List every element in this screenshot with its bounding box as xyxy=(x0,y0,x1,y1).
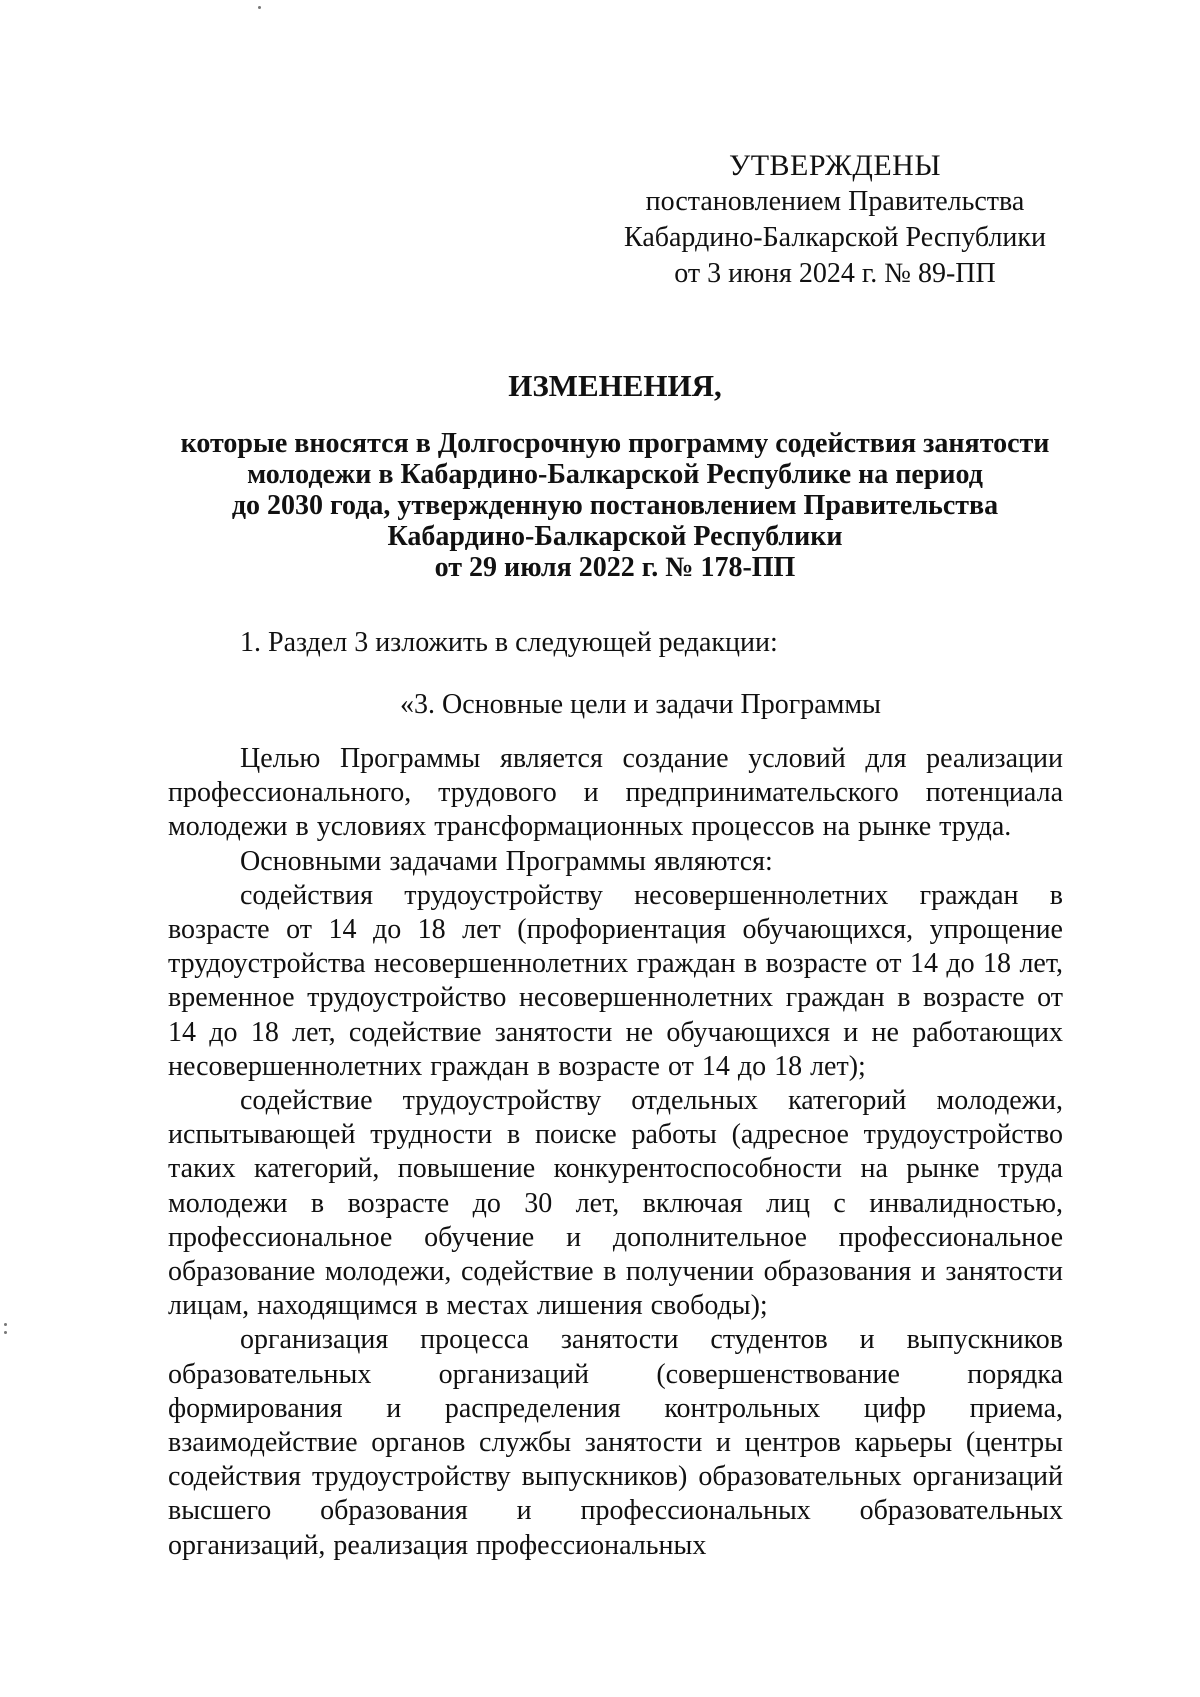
subtitle-line: молодежи в Кабардино-Балкарской Республике на период xyxy=(247,459,983,490)
subtitle-line: от 29 июля 2022 г. № 178-ПП xyxy=(434,552,796,583)
subtitle-line: Кабардино-Балкарской Республики xyxy=(387,521,843,552)
list-item-1: 1. Раздел 3 изложить в следующей редакции: xyxy=(240,627,778,658)
approval-line: Кабардино-Балкарской Республики xyxy=(624,222,1046,253)
paragraph: содействия трудоустройству несовершеннолетних граждан в возрасте от 14 до 18 лет (профориентация обучающихся, упрощение трудоустройства несовершеннолетних граждан в возрасте от 14 до 18 лет, временное трудоустройство несовершеннолетних граждан в возрасте от 14 до 18 лет, содействие занятости не обучающихся и не работающих несовершеннолетних граждан в возрасте от 14 до 18 лет); xyxy=(168,879,1063,1082)
approval-title: УТВЕРЖДЕНЫ xyxy=(728,149,942,182)
scan-speck xyxy=(4,1323,7,1326)
document-title: ИЗМЕНЕНИЯ, xyxy=(508,368,722,403)
approval-line: постановлением Правительства xyxy=(645,186,1025,217)
scan-speck xyxy=(4,1331,7,1334)
approval-date: от 3 июня 2024 г. № 89-ПП xyxy=(674,258,996,289)
paragraph: организация процесса занятости студентов и выпускников образовательных организаций (совершенствование порядка формирования и распределения контрольных цифр приема, взаимодействие органов службы занятости и центров карьеры (центры содействия трудоустройству выпускников) образовательных организаций высшего образования и профессиональных образовательных организаций, реализация профессиональных xyxy=(168,1324,1063,1561)
approval-block xyxy=(600,148,1070,292)
subtitle-line: до 2030 года, утвержденную постановлением Правительства xyxy=(231,490,999,521)
paragraph: Целью Программы является создание условий для реализации профессионального, трудового и предпринимательского потенциала молодежи в условиях трансформационных процессов на рынке труда. xyxy=(168,743,1063,843)
document-subtitle xyxy=(160,428,1070,583)
scan-speck xyxy=(258,6,261,9)
paragraph: Основными задачами Программы являются: xyxy=(240,845,773,877)
section-title: «3. Основные цели и задачи Программы xyxy=(400,689,881,720)
body-text xyxy=(168,742,1063,1563)
paragraph: содействие трудоустройству отдельных категорий молодежи, испытывающей трудности в поиске работы (адресное трудоустройство таких категорий, повышение конкурентоспособности на рынке труда молодежи в возрасте до 30 лет, включая лиц с инвалидностью, профессиональное обучение и дополнительное профессиональное образование молодежи, содействие в получении образования и занятости лицам, находящимся в местах лишения свободы); xyxy=(168,1085,1063,1322)
subtitle-line: которые вносятся в Долгосрочную программу содействия занятости xyxy=(180,428,1050,459)
